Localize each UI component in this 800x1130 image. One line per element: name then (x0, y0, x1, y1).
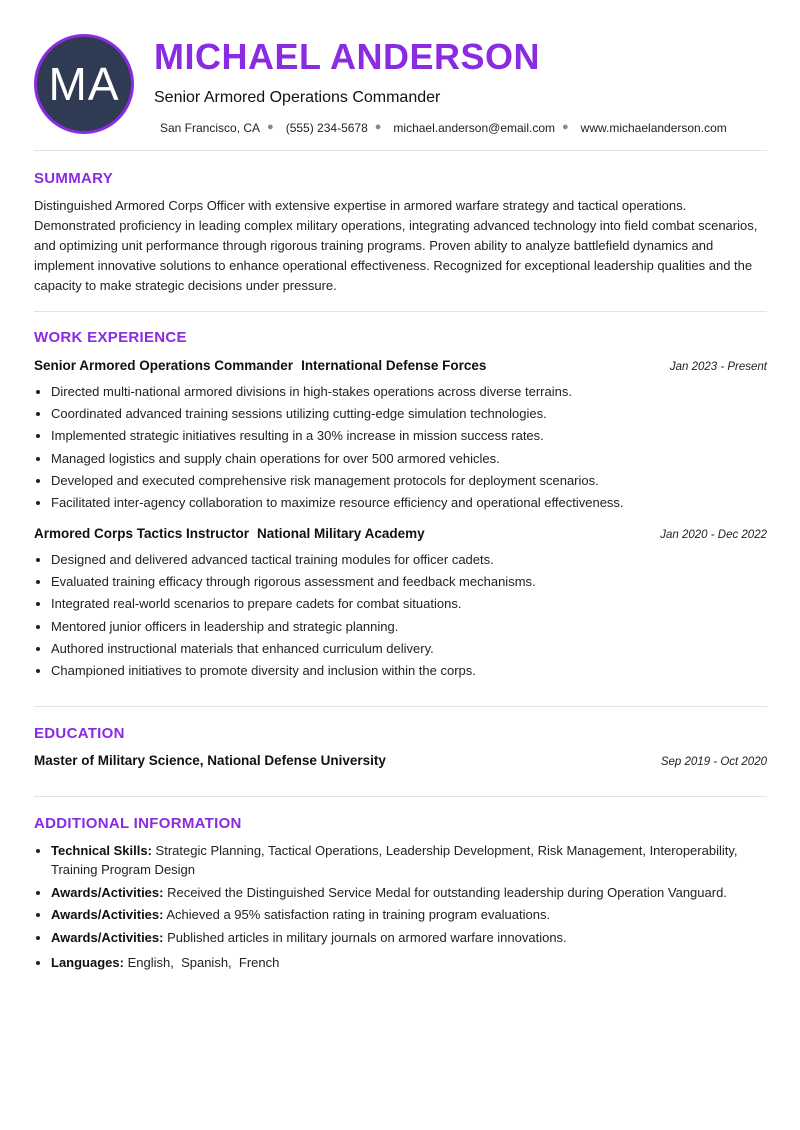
education-dates: Sep 2019 - Oct 2020 (660, 756, 767, 768)
work-experience-heading: WORK EXPERIENCE (34, 329, 187, 346)
list-item: • Mentored junior officers in leadership and strategic planning. (51, 616, 786, 638)
info-text: English, Spanish, French (127, 954, 280, 970)
info-label: Awards/Activities: (51, 884, 164, 900)
list-item (51, 905, 786, 924)
additional-info-heading: ADDITIONAL INFORMATION (34, 815, 242, 832)
info-text: Received the Distinguished Service Medal for outstanding leadership during Operation Vanguard. (167, 884, 727, 900)
resume-header (0, 0, 800, 150)
contact-phone: (555) 234-5678 (285, 121, 368, 135)
list-item: • Coordinated advanced training sessions utilizing cutting-edge simulation technologies. (51, 403, 786, 425)
info-text: Achieved a 95% satisfaction rating in training program evaluations. (166, 907, 551, 922)
additional-info-list (34, 841, 786, 975)
divider (34, 706, 767, 707)
list-item: • Developed and executed comprehensive risk management protocols for deployment scenarios. (51, 470, 786, 492)
avatar-initials: MA (48, 58, 120, 110)
list-item: • Evaluated training efficacy through rigorous assessment and feedback mechanisms. (51, 571, 786, 593)
contact-website[interactable]: www.michaelanderson.com (580, 121, 727, 135)
separator-dot-icon: ● (562, 121, 569, 133)
separator-dot-icon: ● (374, 121, 382, 133)
job-organization: National Military Academy (257, 526, 425, 541)
list-item: • Directed multi-national armored divisions in high-stakes operations across diverse terrains. (51, 381, 786, 403)
divider (34, 311, 767, 312)
candidate-name: MICHAEL ANDERSON (154, 36, 541, 77)
divider (34, 796, 767, 797)
job-dates: Jan 2023 - Present (669, 361, 767, 373)
contact-email[interactable]: michael.anderson@email.com (393, 121, 556, 135)
list-item: • Facilitated inter-agency collaboration to maximize resource efficiency and operational effectiveness. (51, 492, 786, 514)
job-title (34, 358, 486, 373)
info-text: Strategic Planning, Tactical Operations, Leadership Development, Risk Management, Interoperability, Training Program Design (51, 843, 738, 877)
info-text: Published articles in military journals on armored warfare innovations. (167, 929, 567, 945)
job-header (34, 358, 767, 373)
list-item: • Integrated real-world scenarios to prepare cadets for combat situations. (51, 593, 786, 615)
list-item (51, 883, 786, 902)
job-title (34, 526, 425, 541)
list-item: • Implemented strategic initiatives resulting in a 30% increase in mission success rates. (51, 425, 786, 447)
info-label: Technical Skills: (51, 843, 152, 858)
summary-heading: SUMMARY (34, 170, 114, 187)
info-label: Awards/Activities: (51, 907, 164, 922)
education-heading: EDUCATION (34, 725, 125, 742)
job-bullets (34, 549, 786, 682)
info-label: Languages: (51, 954, 124, 970)
job-organization: International Defense Forces (301, 358, 487, 373)
separator-dot-icon: ● (267, 121, 274, 133)
list-item: • Authored instructional materials that enhanced curriculum delivery. (51, 638, 786, 660)
job-role: Armored Corps Tactics Instructor (34, 526, 250, 541)
list-item: • Designed and delivered advanced tactical training modules for officer cadets. (51, 549, 786, 571)
candidate-title: Senior Armored Operations Commander (154, 89, 441, 106)
contact-location: San Francisco, CA (160, 121, 261, 135)
avatar (34, 34, 134, 134)
job-dates: Jan 2020 - Dec 2022 (660, 529, 767, 541)
list-item: • Championed initiatives to promote diversity and inclusion within the corps. (51, 660, 786, 682)
job-bullets (34, 381, 786, 514)
contact-info (160, 121, 727, 135)
summary-text: Distinguished Armored Corps Officer with extensive expertise in armored warfare strategy and tactical operations. Demonstrated proficiency in leading complex military operations, integrating advanced technology into field combat scenarios, and optimizing unit performance through rigorous training programs. Proven ability to analyze battlefield dynamics and implement innovative solutions to enhance operational effectiveness. Recognized for exceptional leadership qualities and the capacity to make strategic decisions under pressure. (34, 198, 758, 293)
list-item (51, 953, 786, 972)
job-role: Senior Armored Operations Commander (34, 358, 294, 373)
list-item (51, 841, 786, 879)
degree: Master of Military Science, National Defense University (34, 753, 386, 768)
divider (34, 150, 767, 151)
education-entry (34, 753, 767, 768)
list-item (51, 928, 786, 947)
info-label: Awards/Activities: (51, 929, 164, 945)
list-item: • Managed logistics and supply chain operations for over 500 armored vehicles. (51, 448, 786, 470)
job-header (34, 526, 767, 541)
